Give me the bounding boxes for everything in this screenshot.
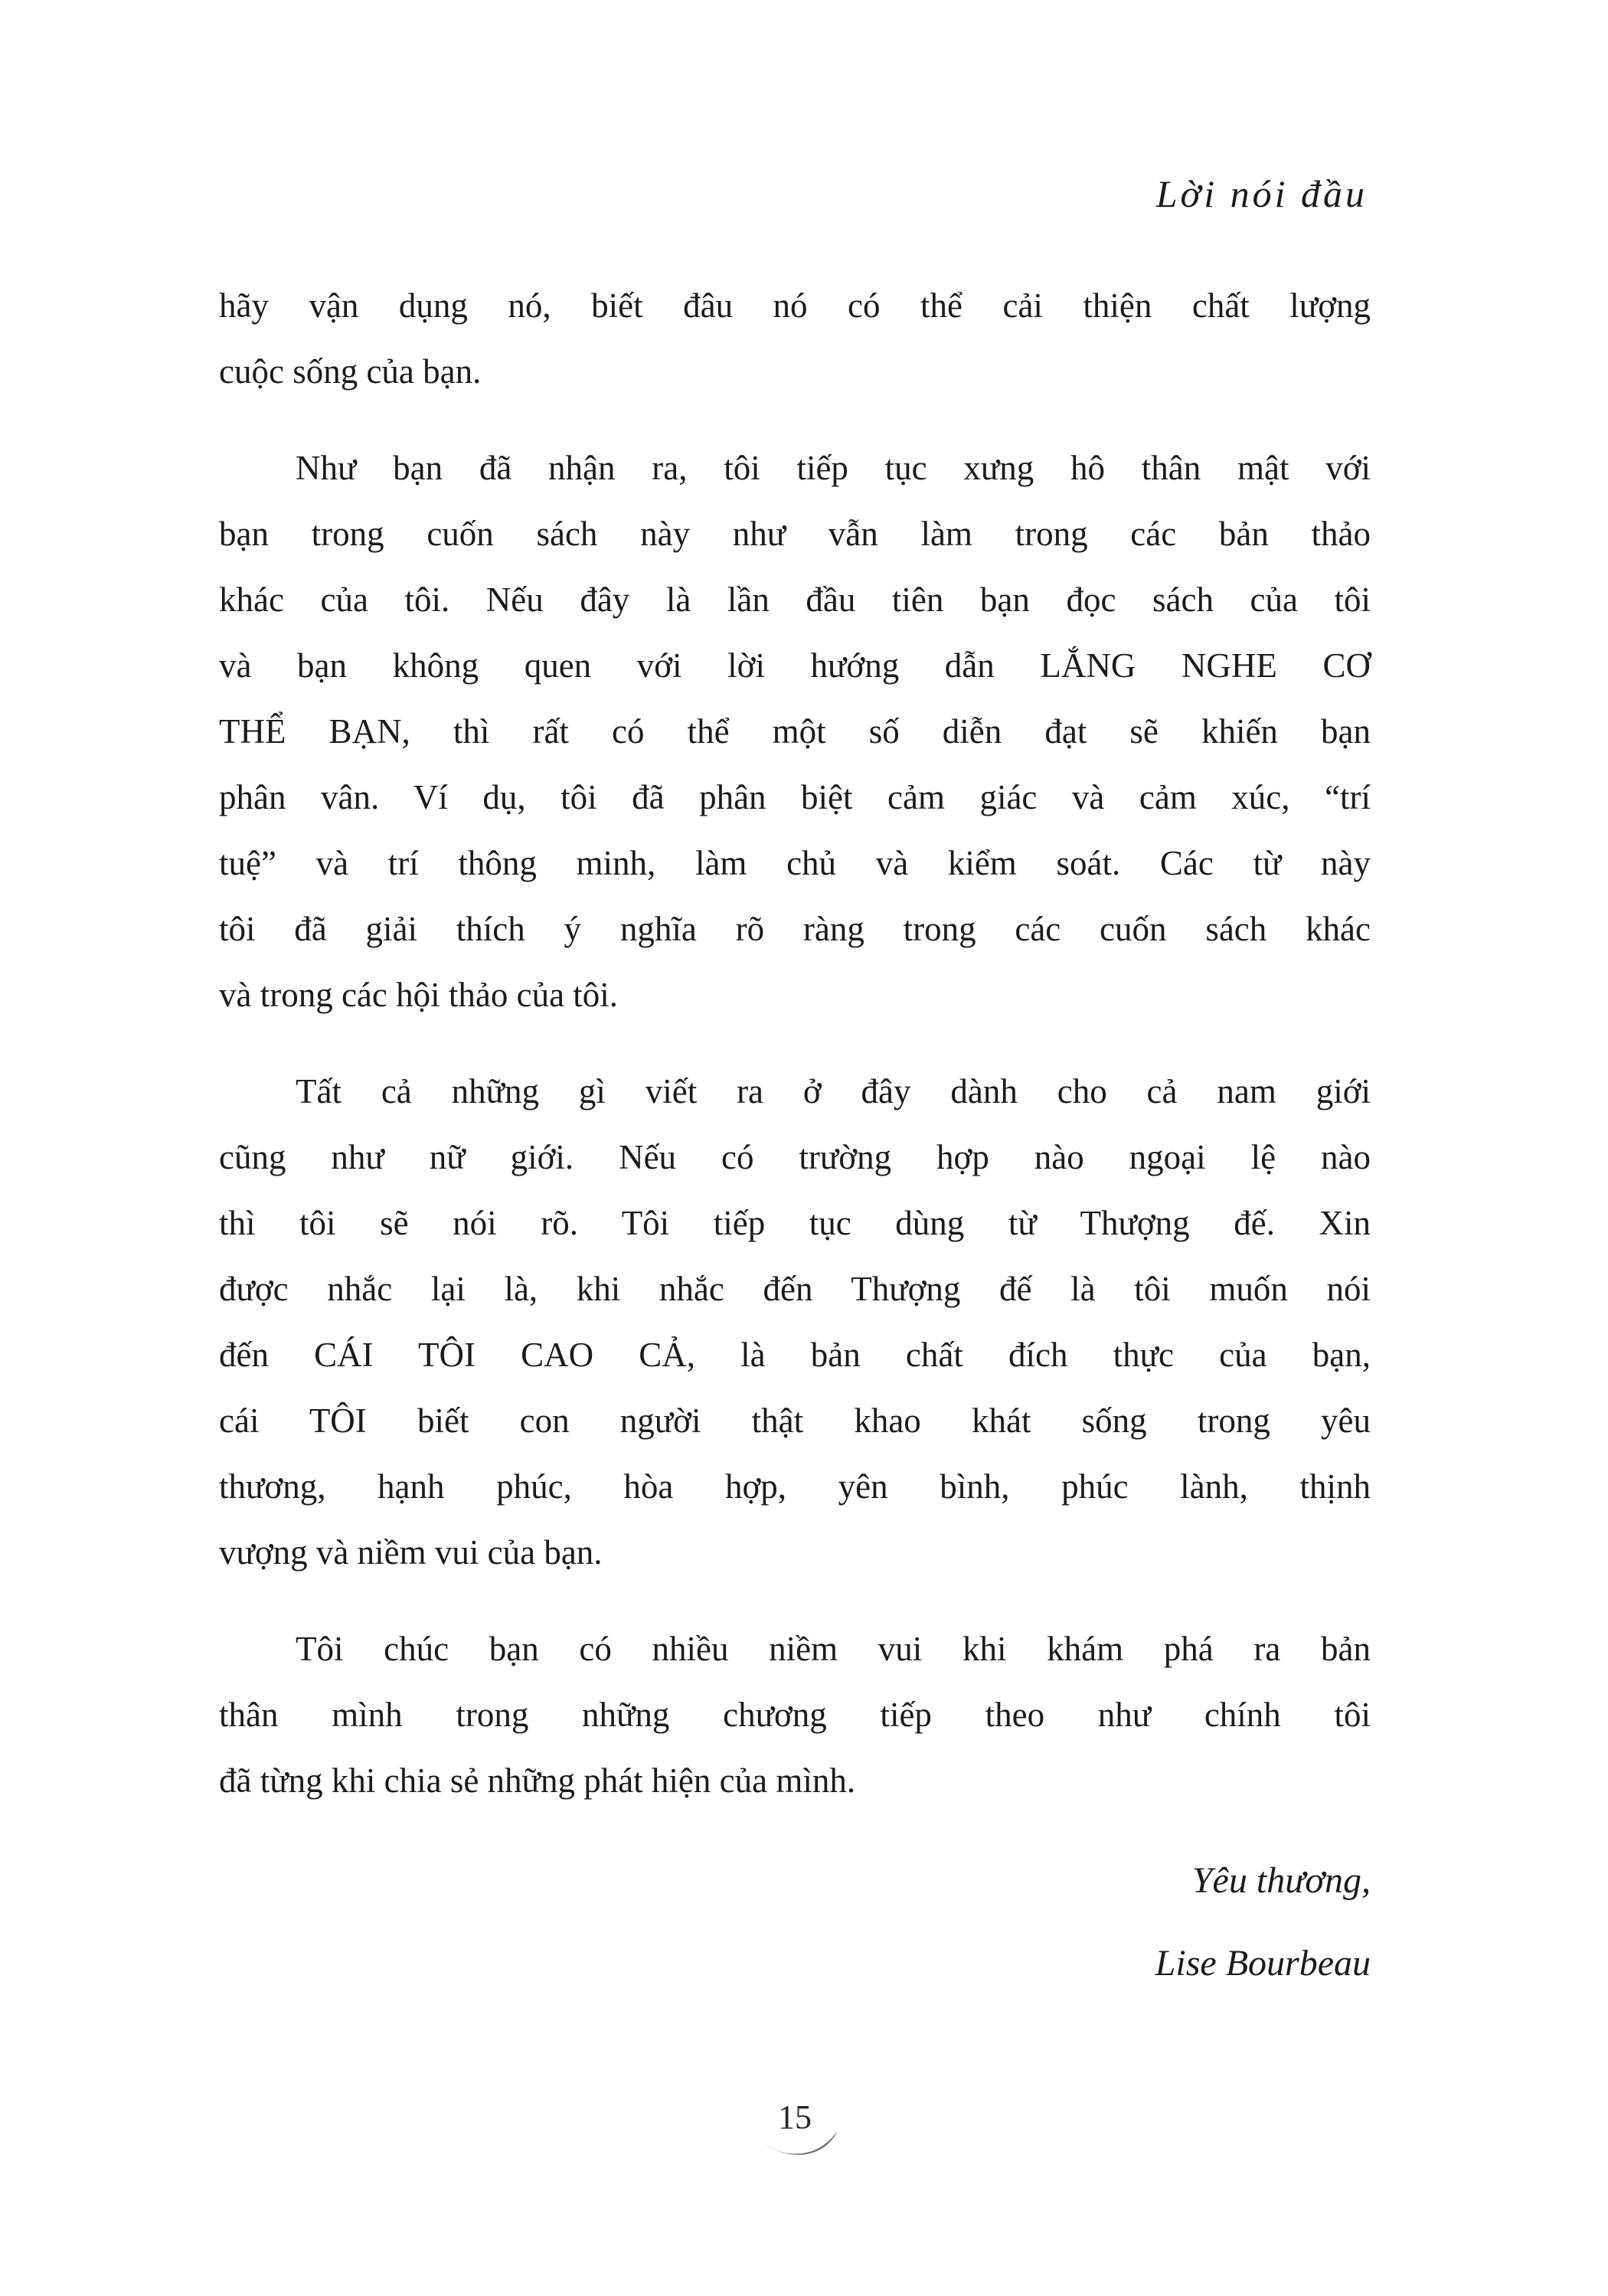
chapter-header: Lời nói đầu xyxy=(1155,172,1368,215)
text-line: được nhắc lại là, khi nhắc đến Thượng đế là tôi muốn nói xyxy=(219,1270,1371,1308)
text-line: và bạn không quen với lời hướng dẫn LẮNG NGHE CƠ xyxy=(219,646,1371,685)
text-line: cuộc sống của bạn. xyxy=(219,352,482,391)
text-line: và trong các hội thảo của tôi. xyxy=(219,976,619,1014)
signature-closing: Yêu thương, xyxy=(1191,1860,1371,1901)
text-line: vượng và niềm vui của bạn. xyxy=(219,1533,603,1572)
text-line: khác của tôi. Nếu đây là lần đầu tiên bạn đọc sách của tôi xyxy=(219,581,1371,619)
text-line: Tôi chúc bạn có nhiều niềm vui khi khám phá ra bản xyxy=(296,1630,1371,1668)
text-line: thương, hạnh phúc, hòa hợp, yên bình, phúc lành, thịnh xyxy=(219,1467,1371,1506)
text-line: THỂ BẠN, thì rất có thể một số diễn đạt sẽ khiến bạn xyxy=(219,712,1371,751)
text-line: thì tôi sẽ nói rõ. Tôi tiếp tục dùng từ Thượng đế. Xin xyxy=(219,1204,1371,1242)
text-line: phân vân. Ví dụ, tôi đã phân biệt cảm giác và cảm xúc, “trí xyxy=(219,778,1371,816)
body-paragraphs xyxy=(219,273,1371,1814)
text-line: cũng như nữ giới. Nếu có trường hợp nào ngoại lệ nào xyxy=(219,1138,1371,1176)
text-line: hãy vận dụng nó, biết đâu nó có thể cải thiện chất lượng xyxy=(219,286,1371,325)
page-number: 15 xyxy=(778,2098,812,2136)
signature-author: Lise Bourbeau xyxy=(1155,1943,1371,1984)
body-text xyxy=(219,273,1371,2005)
text-line: tôi đã giải thích ý nghĩa rõ ràng trong các cuốn sách khác xyxy=(219,910,1371,948)
paragraph xyxy=(219,1058,1371,1585)
text-line: tuệ” và trí thông minh, làm chủ và kiểm soát. Các từ này xyxy=(219,844,1371,882)
paragraph xyxy=(219,273,1371,404)
paragraph xyxy=(219,435,1371,1028)
page-footer xyxy=(219,2098,1371,2161)
text-line: đã từng khi chia sẻ những phát hiện của mình. xyxy=(219,1761,856,1800)
swoosh-ornament-icon xyxy=(763,2131,839,2161)
text-line: Như bạn đã nhận ra, tôi tiếp tục xưng hô thân mật với xyxy=(296,449,1371,487)
text-line: thân mình trong những chương tiếp theo như chính tôi xyxy=(219,1696,1371,1734)
text-line: bạn trong cuốn sách này như vẫn làm trong các bản thảo xyxy=(219,515,1371,553)
text-line: Tất cả những gì viết ra ở đây dành cho cả nam giới xyxy=(296,1072,1371,1110)
text-line: cái TÔI biết con người thật khao khát sống trong yêu xyxy=(219,1401,1371,1440)
paragraph xyxy=(219,1616,1371,1814)
text-line: đến CÁI TÔI CAO CẢ, là bản chất đích thực của bạn, xyxy=(219,1336,1371,1374)
signature-block xyxy=(219,1840,1371,2005)
